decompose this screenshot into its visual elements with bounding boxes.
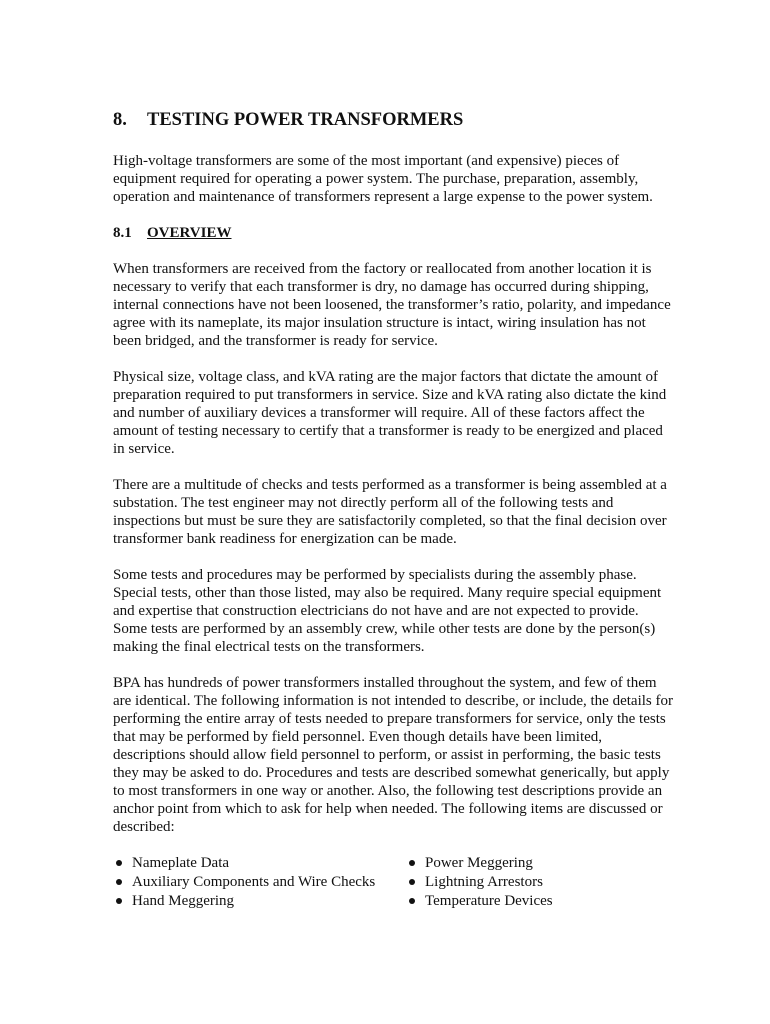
document-page	[113, 108, 673, 911]
list-item	[406, 892, 666, 911]
intro-paragraph: High-voltage transformers are some of the most important (and expensive) pieces of equipment required for operating a power system. The purchase, preparation, assembly, operation and maintenance of transformers represent a large expense to the power system.	[113, 153, 653, 205]
subsection-title: OVERVIEW	[147, 225, 232, 241]
list-item-label: Auxiliary Components and Wire Checks	[132, 874, 376, 890]
bullet-column-left	[113, 854, 406, 911]
paragraph: There are a multitude of checks and tests performed as a transformer is being assembled at a substation. The test engineer may not directly perform all of the following tests and inspections but must be sure they are satisfactorily completed, so that the final decision over transformer bank readiness for energization can be made.	[113, 477, 667, 547]
bullet-icon	[116, 860, 122, 866]
list-item-label: Lightning Arrestors	[425, 874, 543, 890]
paragraph: When transformers are received from the factory or reallocated from another location it is necessary to verify that each transformer is dry, no damage has occurred during shipping, internal connections have not been loosened, the transformer’s ratio, polarity, and impedance agree with its nameplate, its major insulation structure is intact, wiring insulation has not been bridged, and the transformer is ready for service.	[113, 261, 671, 349]
bullet-icon	[409, 879, 415, 885]
list-item-label: Power Meggering	[425, 855, 533, 871]
list-item-label: Hand Meggering	[132, 893, 235, 909]
bullet-list	[113, 854, 673, 911]
bullet-column-right	[406, 854, 666, 911]
section-title-text: TESTING POWER TRANSFORMERS	[147, 110, 464, 130]
section-title	[113, 108, 673, 132]
bullet-icon	[116, 879, 122, 885]
paragraph: Physical size, voltage class, and kVA rating are the major factors that dictate the amount of preparation required to put transformers in service. Size and kVA rating also dictate the kind and number of auxiliary devices a transformer will require. All of these factors affect the amount of testing necessary to certify that a transformer is ready to be energized and placed in service.	[113, 369, 667, 457]
paragraph: Some tests and procedures may be performed by specialists during the assembly phase. Special tests, other than those listed, may also be required. Many require special equipment and expertise that construction electricians do not have and are not expected to provide. Some tests are performed by an assembly crew, while other tests are done by the person(s) making the final electrical tests on the transformers.	[113, 567, 662, 655]
list-item	[113, 892, 406, 911]
bullet-icon	[409, 860, 415, 866]
list-item-label: Nameplate Data	[132, 855, 230, 871]
list-item-label: Temperature Devices	[425, 893, 553, 909]
subsection-heading	[113, 224, 673, 242]
paragraph: BPA has hundreds of power transformers installed throughout the system, and few of them are identical. The following information is not intended to describe, or include, the details for performing the entire array of tests needed to prepare transformers for service, only the tests that may be performed by field personnel. Even though details have been limited, descriptions should allow field personnel to perform, or assist in performing, the basic tests they may be asked to do. Procedures and tests are described somewhat generically, but apply to most transformers in one way or another. Also, the following test descriptions provide an anchor point from which to ask for help when needed. The following items are discussed or described:	[113, 675, 673, 835]
list-item	[113, 854, 406, 873]
section-number: 8.	[113, 110, 127, 130]
subsection-number: 8.1	[113, 225, 132, 241]
list-item	[406, 873, 666, 892]
bullet-icon	[409, 898, 415, 904]
list-item	[113, 873, 406, 892]
bullet-icon	[116, 898, 122, 904]
list-item	[406, 854, 666, 873]
